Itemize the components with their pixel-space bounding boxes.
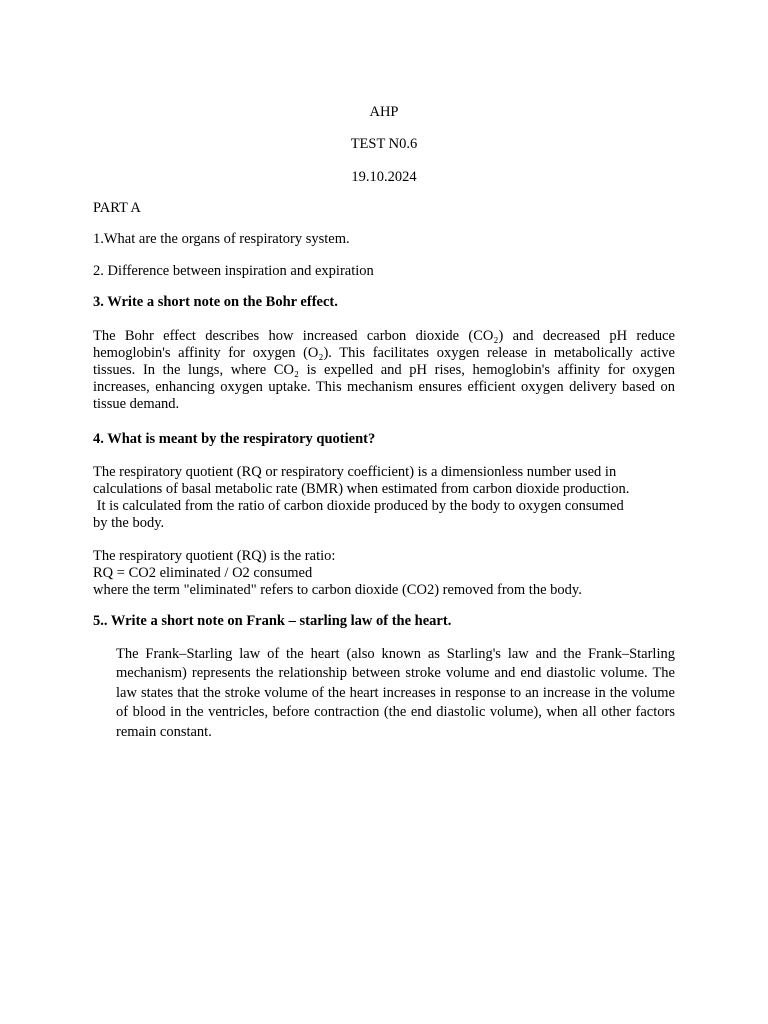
question-5: 5.. Write a short note on Frank – starling law of the heart. — [93, 613, 452, 629]
rq-line: The respiratory quotient (RQ or respiratory coefficient) is a dimensionless number used in — [93, 464, 617, 480]
rq-line: calculations of basal metabolic rate (BMR) when estimated from carbon dioxide production. — [93, 481, 630, 497]
question-2: 2. Difference between inspiration and expiration — [93, 263, 374, 279]
part-label: PART A — [93, 200, 141, 216]
rq-formula-line: RQ = CO2 eliminated / O2 consumed — [93, 565, 313, 581]
subject-heading: AHP — [369, 104, 399, 120]
question-3: 3. Write a short note on the Bohr effect. — [93, 294, 338, 310]
test-date: 19.10.2024 — [351, 169, 417, 185]
rq-formula-line: The respiratory quotient (RQ) is the ratio: — [93, 548, 336, 564]
question-4: 4. What is meant by the respiratory quotient? — [93, 431, 376, 447]
rq-formula-block — [93, 548, 678, 599]
answer-respiratory-quotient — [93, 464, 678, 532]
rq-line: It is calculated from the ratio of carbon dioxide produced by the body to oxygen consumed — [93, 498, 624, 514]
answer-frank-starling: The Frank–Starling law of the heart (also known as Starling's law and the Frank–Starling mechanism) represents the relationship between stroke volume and end diastolic volume. The law states that the stroke volume of the heart increases in response to an increase in the volume of blood in the ventricles, before contraction (the end diastolic volume), when all other factors remain constant. — [116, 646, 675, 740]
test-number: TEST N0.6 — [350, 136, 418, 152]
rq-formula-line: where the term "eliminated" refers to carbon dioxide (CO2) removed from the body. — [93, 582, 582, 598]
answer-bohr-effect: The Bohr effect describes how increased carbon dioxide (CO₂) and decreased pH reduce hemoglobin's affinity for oxygen (O₂). This facilitates oxygen release in metabolically active tissues. In the lungs, where CO₂ is expelled and pH rises, hemoglobin's affinity for oxygen increases, enhancing oxygen uptake. This mechanism ensures efficient oxygen delivery based on tissue demand. — [93, 328, 675, 412]
rq-line: by the body. — [93, 515, 165, 531]
question-1: 1.What are the organs of respiratory system. — [93, 231, 350, 247]
